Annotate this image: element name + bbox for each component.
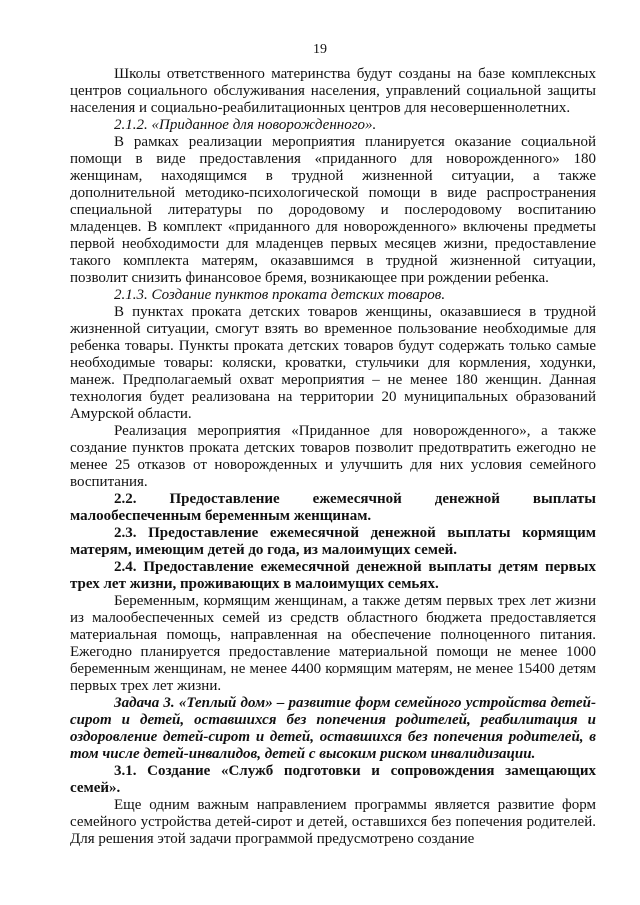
task-heading: Задача 3. «Теплый дом» – развитие форм семейного устройства детей-сирот и детей, оставшихся без попечения родителей, реабилитация и оздоровление детей-сирот и детей, оставшихся без попечения родителей, в том числе детей-инвалидов, детей с высоким риском инвалидизации. — [70, 695, 596, 762]
subsection-heading: 2.1.2. «Приданное для новорожденного». — [114, 117, 377, 133]
paragraph: В рамках реализации мероприятия планируется оказание социальной помощи в виде предоставления «приданного для новорожденного» 180 женщинам, находящимся в трудной жизненной ситуации, а также дополнительной методико-психологической помощи в виде распространения специальной литературы по дородовому и послеродовому воспитанию младенцев. В комплект «приданного для новорожденного» включены предметы первой необходимости для младенцев первых месяцев жизни, предоставление такого комплекта матерям, оказавшимся в трудной жизненной ситуации, позволит снизить финансовое бремя, возникающее при рождении ребенка. — [70, 134, 596, 286]
document-body — [70, 66, 596, 848]
paragraph: Беременным, кормящим женщинам, а также детям первых трех лет жизни из малообеспеченных семей из средств областного бюджета предоставляется материальная помощь, направленная на обеспечение полноценного питания. Ежегодно планируется предоставление материальной помощи не менее 1000 беременным женщинам, не менее 4400 кормящим матерям, не менее 15400 детям первых трех лет жизни. — [70, 593, 596, 694]
paragraph: Школы ответственного материнства будут созданы на базе комплексных центров социального обслуживания населения, управлений социальной защиты населения и социально-реабилитационных центров для несовершеннолетних. — [70, 66, 596, 116]
paragraph: В пунктах проката детских товаров женщины, оказавшиеся в трудной жизненной ситуации, смогут взять во временное пользование необходимые для ребенка товары. Пункты проката детских товаров будут содержать только самые необходимые товары: коляски, кроватки, стульчики для кормления, ходунки, манеж. Предполагаемый охват мероприятия – не менее 180 женщин. Данная технология будет реализована на территории 20 муниципальных образований Амурской области. — [70, 304, 596, 422]
section-heading: 3.1. Создание «Служб подготовки и сопровождения замещающих семей». — [70, 763, 596, 796]
subsection-heading: 2.1.3. Создание пунктов проката детских товаров. — [114, 287, 446, 303]
paragraph: Еще одним важным направлением программы является развитие форм семейного устройства детей-сирот и детей, оставшихся без попечения родителей. Для решения этой задачи программой предусмотрено создание — [70, 797, 596, 847]
page-number: 19 — [313, 42, 327, 57]
section-heading: 2.2. Предоставление ежемесячной денежной выплаты малообеспеченным беременным женщинам. — [70, 491, 596, 524]
section-heading: 2.3. Предоставление ежемесячной денежной выплаты кормящим матерям, имеющим детей до года, из малоимущих семей. — [70, 525, 596, 558]
paragraph: Реализация мероприятия «Приданное для новорожденного», а также создание пунктов проката детских товаров позволит предотвратить ежегодно не менее 25 отказов от новорожденных и улучшить для них условия семейного воспитания. — [70, 423, 596, 490]
section-heading: 2.4. Предоставление ежемесячной денежной выплаты детям первых трех лет жизни, проживающих в малоимущих семьях. — [70, 559, 596, 592]
